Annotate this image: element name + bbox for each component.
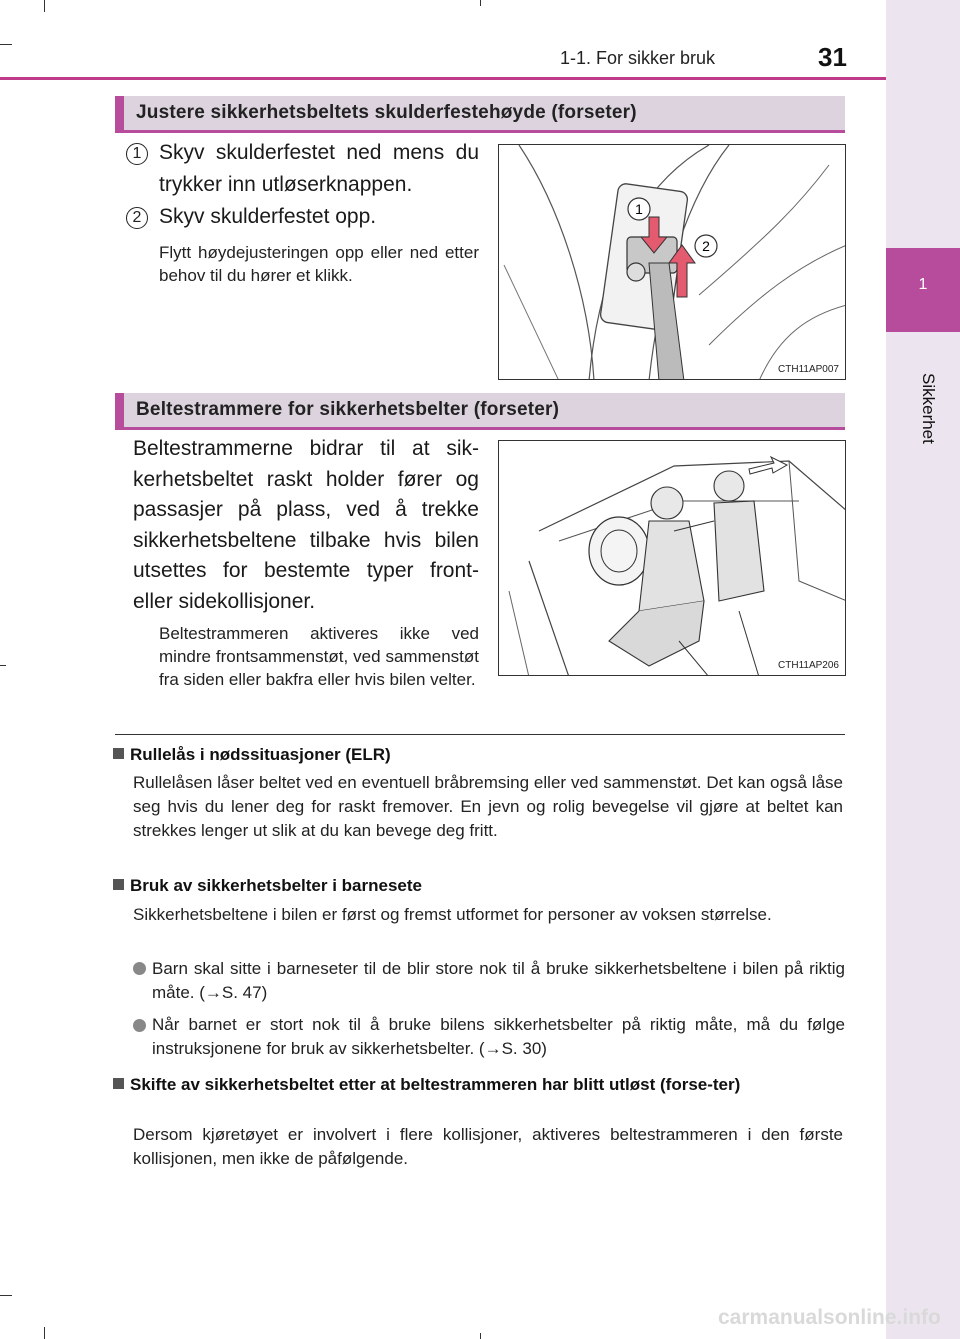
crop-mark bbox=[0, 44, 12, 45]
round-bullet-icon bbox=[133, 962, 146, 975]
bullet-text: Barn skal sitte i barneseter til de blir store nok til å bruke sikkerhetsbeltene i bilen på riktig måte. (→S. 47) bbox=[152, 959, 845, 1002]
chapter-label: Sikkerhet bbox=[919, 373, 938, 444]
crop-mark bbox=[0, 1295, 12, 1296]
step-number: 1 bbox=[126, 143, 148, 165]
bullet-text: Når barnet er stort nok til å bruke bilens sikkerhetsbelter på riktig måte, må du følge instruksjonene for bruk av sikkerhetsbelter. (→S. 30) bbox=[152, 1015, 845, 1058]
note-heading: Rullelås i nødssituasjoner (ELR) bbox=[113, 745, 391, 765]
note-heading: Skifte av sikkerhetsbeltet etter at beltestrammeren har blitt utløst (forse-ter) bbox=[113, 1073, 848, 1097]
step-text: Skyv skulderfestet opp. bbox=[159, 205, 377, 228]
page-number: 31 bbox=[818, 42, 847, 72]
section-heading-shoulder-anchor bbox=[115, 96, 845, 133]
pretensioner-illustration bbox=[499, 441, 846, 676]
square-bullet-icon bbox=[113, 1078, 124, 1089]
step-note: Flytt høydejusteringen opp eller ned etter behov til du hører et klikk. bbox=[159, 243, 479, 285]
figure-callout-2: 2 bbox=[702, 238, 710, 254]
figure-shoulder-anchor bbox=[498, 144, 846, 380]
header-section-title: 1-1. For sikker bruk bbox=[560, 48, 716, 68]
note-text: Rullelåsen låser beltet ved en eventuell bråbremsing eller ved sammenstøt. Det kan også låse seg hvis du lener deg for raskt fremover. En jevn og rolig bevegelse vil gjøre at beltet kan strekkes lenger ut slik at du kan bevege deg fritt. bbox=[133, 773, 843, 840]
shoulder-anchor-illustration bbox=[499, 145, 846, 380]
square-bullet-icon bbox=[113, 748, 124, 759]
crop-mark bbox=[44, 0, 45, 12]
crop-mark bbox=[44, 1327, 45, 1339]
pretensioner-note: Beltestrammeren aktiveres ikke ved mindre frontsammenstøt, ved sammenstøt fra siden eller bakfra eller hvis bilen velter. bbox=[159, 624, 479, 689]
figure-code: CTH11AP007 bbox=[778, 364, 839, 375]
figure-code: CTH11AP206 bbox=[778, 660, 839, 671]
figure-pretensioners bbox=[498, 440, 846, 676]
note-text: Dersom kjøretøyet er involvert i flere kollisjoner, aktiveres beltestrammeren i den første kollisjonen, men ikke de påfølgende. bbox=[133, 1125, 843, 1168]
square-bullet-icon bbox=[113, 879, 124, 890]
crop-mark bbox=[480, 0, 481, 6]
watermark: carmanualsonline.info bbox=[718, 1306, 941, 1329]
note-heading: Bruk av sikkerhetsbelter i barnesete bbox=[113, 876, 422, 896]
step-number: 2 bbox=[126, 207, 148, 229]
crop-mark bbox=[480, 1333, 481, 1339]
pretensioner-description: Beltestrammerne bidrar til at sik-kerhetsbeltet raskt holder fører og passasjer på plass, ved å trekke sikkerhetsbeltene tilbake hvis bilen utsettes for bestemte typer front- eller sidekollisjoner. bbox=[133, 437, 479, 613]
chapter-number: 1 bbox=[918, 276, 928, 293]
note-text: Sikkerhetsbeltene i bilen er først og fremst utformet for personer av voksen størrelse. bbox=[133, 905, 772, 924]
section-heading-text: Justere sikkerhetsbeltets skulderfestehøyde (forseter) bbox=[136, 102, 637, 123]
figure-callout-1: 1 bbox=[635, 201, 643, 217]
crop-mark bbox=[0, 665, 6, 666]
header-rule bbox=[0, 77, 886, 80]
step-text: Skyv skulderfestet ned mens du trykker inn utløserknappen. bbox=[159, 141, 479, 196]
section-heading-text: Beltestrammere for sikkerhetsbelter (forseter) bbox=[136, 399, 560, 420]
section-heading-pretensioners bbox=[115, 393, 845, 430]
round-bullet-icon bbox=[133, 1019, 146, 1032]
chapter-sidebar bbox=[886, 0, 960, 1339]
section-divider bbox=[115, 734, 845, 735]
